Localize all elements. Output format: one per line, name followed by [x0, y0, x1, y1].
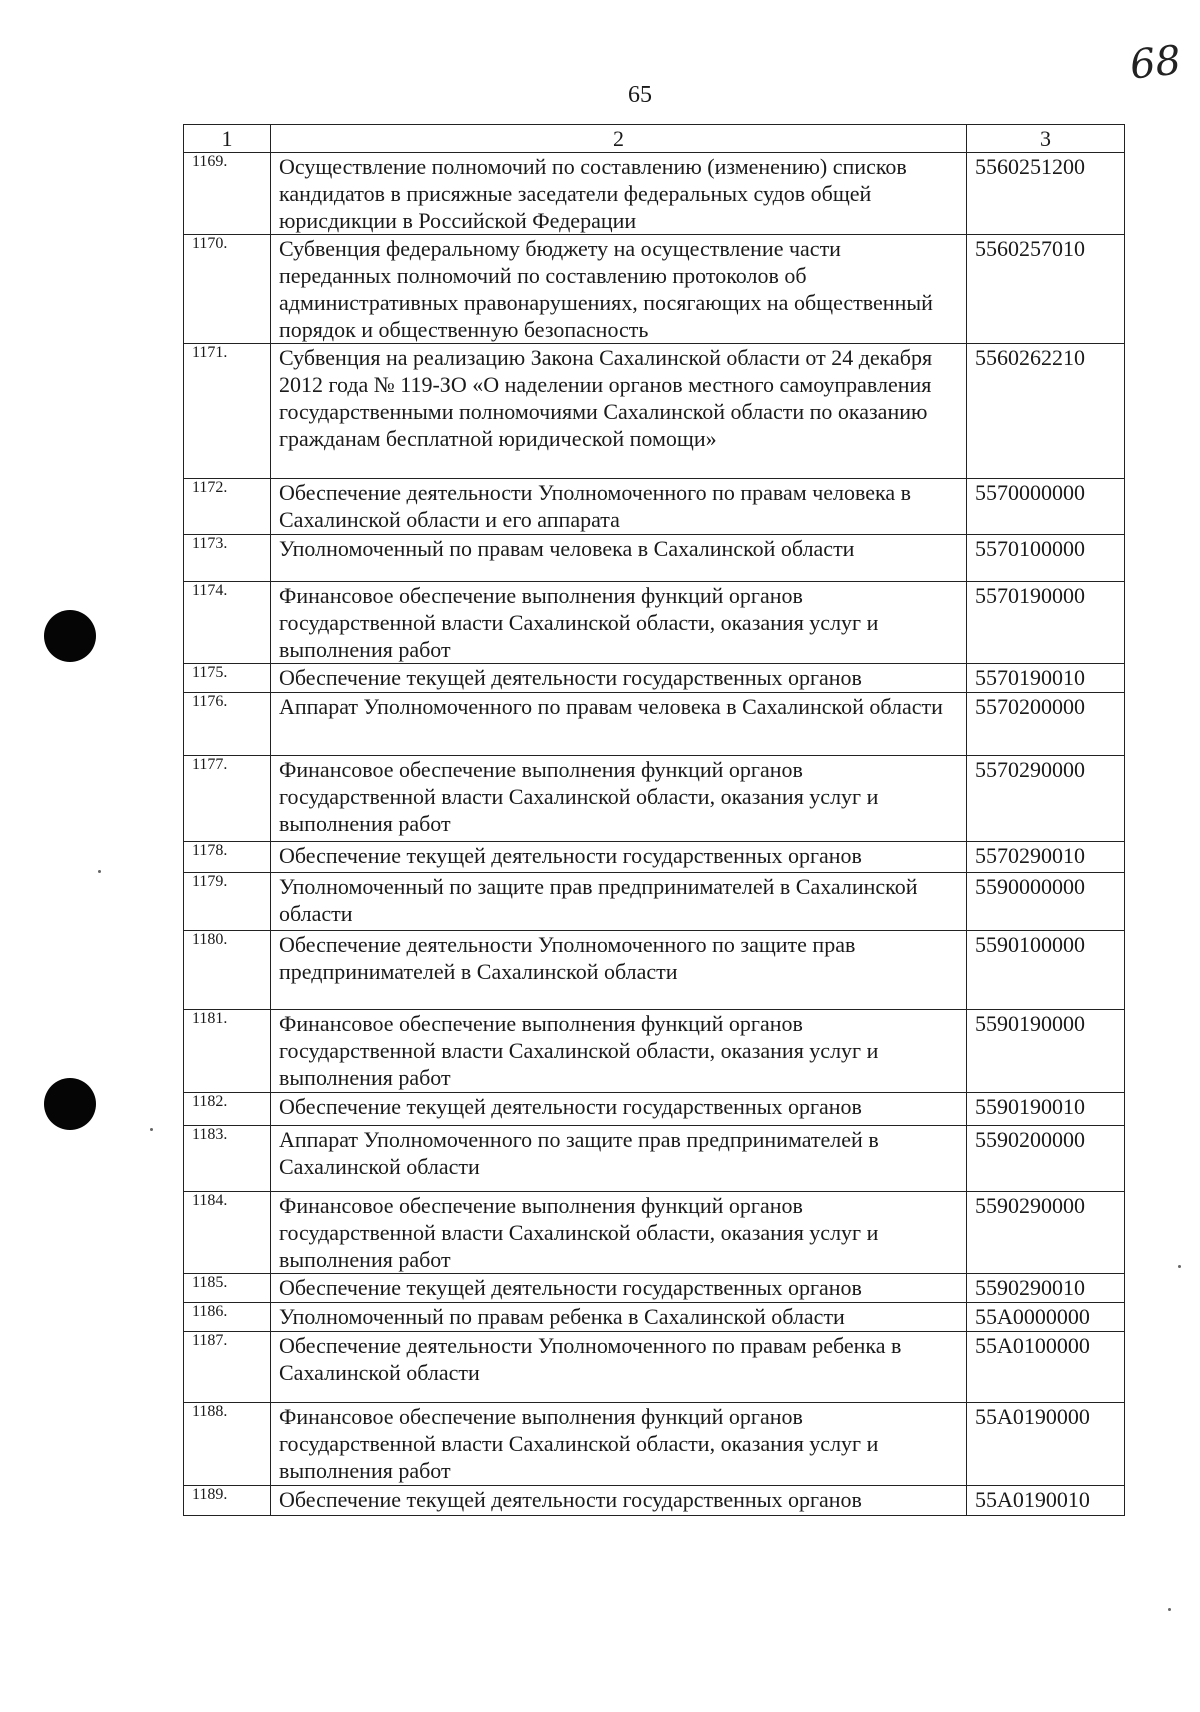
row-code: 55A0100000 [967, 1332, 1125, 1403]
table-row [184, 1332, 1125, 1403]
row-code: 55A0190010 [967, 1486, 1125, 1516]
row-description: Субвенция на реализацию Закона Сахалинской области от 24 декабря 2012 года № 119-ЗО «О наделении органов местного самоуправления государственными полномочиями Сахалинской области по оказанию гражданам бесплатной юридической помощи» [271, 344, 967, 479]
row-number: 1188. [184, 1403, 271, 1486]
row-code: 5560257010 [967, 235, 1125, 344]
row-number: 1187. [184, 1332, 271, 1403]
row-number: 1170. [184, 235, 271, 344]
row-number: 1186. [184, 1303, 271, 1332]
row-description: Обеспечение деятельности Уполномоченного по правам человека в Сахалинской области и его аппарата [271, 479, 967, 535]
row-code: 5570290000 [967, 756, 1125, 842]
classification-table [183, 124, 1125, 1516]
row-description: Финансовое обеспечение выполнения функций органов государственной власти Сахалинской области, оказания услуг и выполнения работ [271, 756, 967, 842]
page-number: 65 [628, 82, 652, 108]
row-description: Обеспечение деятельности Уполномоченного по правам ребенка в Сахалинской области [271, 1332, 967, 1403]
row-description: Обеспечение деятельности Уполномоченного по защите прав предпринимателей в Сахалинской области [271, 931, 967, 1010]
punch-hole [44, 1078, 96, 1130]
table-row [184, 535, 1125, 582]
row-description: Уполномоченный по правам ребенка в Сахалинской области [271, 1303, 967, 1332]
row-code: 5570190000 [967, 582, 1125, 664]
table-row [184, 1126, 1125, 1192]
table-row [184, 693, 1125, 756]
row-number: 1184. [184, 1192, 271, 1274]
row-description: Финансовое обеспечение выполнения функций органов государственной власти Сахалинской области, оказания услуг и выполнения работ [271, 582, 967, 664]
table-row [184, 1192, 1125, 1274]
row-description: Уполномоченный по правам человека в Сахалинской области [271, 535, 967, 582]
row-code: 5570100000 [967, 535, 1125, 582]
row-description: Обеспечение текущей деятельности государственных органов [271, 664, 967, 693]
row-description: Субвенция федеральному бюджету на осуществление части переданных полномочий по составлению протоколов об административных правонарушениях, посягающих на общественный порядок и общественную безопасность [271, 235, 967, 344]
table-row [184, 664, 1125, 693]
row-description: Обеспечение текущей деятельности государственных органов [271, 1274, 967, 1303]
row-code: 5590190010 [967, 1093, 1125, 1126]
row-description: Уполномоченный по защите прав предпринимателей в Сахалинской области [271, 873, 967, 931]
row-code: 5590290000 [967, 1192, 1125, 1274]
row-description: Финансовое обеспечение выполнения функций органов государственной власти Сахалинской области, оказания услуг и выполнения работ [271, 1403, 967, 1486]
row-description: Обеспечение текущей деятельности государственных органов [271, 842, 967, 873]
row-number: 1182. [184, 1093, 271, 1126]
table-row [184, 873, 1125, 931]
handwritten-page-mark: 68 [1127, 37, 1184, 89]
table-row [184, 1093, 1125, 1126]
row-code: 5560262210 [967, 344, 1125, 479]
table-row [184, 931, 1125, 1010]
table-row [184, 344, 1125, 479]
row-code: 5560251200 [967, 153, 1125, 235]
table-row [184, 479, 1125, 535]
row-code: 5590000000 [967, 873, 1125, 931]
row-description: Аппарат Уполномоченного по правам человека в Сахалинской области [271, 693, 967, 756]
row-code: 5570190010 [967, 664, 1125, 693]
table-row [184, 1010, 1125, 1093]
table-row [184, 842, 1125, 873]
table-row [184, 1274, 1125, 1303]
row-code: 5590290010 [967, 1274, 1125, 1303]
row-number: 1179. [184, 873, 271, 931]
row-description: Аппарат Уполномоченного по защите прав предпринимателей в Сахалинской области [271, 1126, 967, 1192]
row-number: 1174. [184, 582, 271, 664]
scan-speck [1178, 1265, 1181, 1268]
row-code: 55A0000000 [967, 1303, 1125, 1332]
row-number: 1177. [184, 756, 271, 842]
table-row [184, 582, 1125, 664]
row-code: 5590100000 [967, 931, 1125, 1010]
table-header-row [184, 125, 1125, 153]
scan-speck [150, 1128, 153, 1131]
table-row [184, 1486, 1125, 1516]
table-row [184, 1303, 1125, 1332]
row-number: 1189. [184, 1486, 271, 1516]
column-header-number: 1 [184, 125, 271, 153]
row-number: 1185. [184, 1274, 271, 1303]
row-number: 1171. [184, 344, 271, 479]
column-header-code: 3 [967, 125, 1125, 153]
row-number: 1173. [184, 535, 271, 582]
table-row [184, 1403, 1125, 1486]
row-description: Финансовое обеспечение выполнения функций органов государственной власти Сахалинской области, оказания услуг и выполнения работ [271, 1192, 967, 1274]
column-header-name: 2 [271, 125, 967, 153]
row-number: 1169. [184, 153, 271, 235]
row-number: 1172. [184, 479, 271, 535]
row-number: 1178. [184, 842, 271, 873]
row-code: 55A0190000 [967, 1403, 1125, 1486]
row-number: 1176. [184, 693, 271, 756]
scan-speck [1168, 1608, 1171, 1611]
row-number: 1175. [184, 664, 271, 693]
row-description: Обеспечение текущей деятельности государственных органов [271, 1093, 967, 1126]
table-row [184, 153, 1125, 235]
punch-hole [44, 610, 96, 662]
row-code: 5590200000 [967, 1126, 1125, 1192]
row-description: Обеспечение текущей деятельности государственных органов [271, 1486, 967, 1516]
row-number: 1183. [184, 1126, 271, 1192]
row-number: 1181. [184, 1010, 271, 1093]
table-row [184, 235, 1125, 344]
table-row [184, 756, 1125, 842]
row-code: 5570200000 [967, 693, 1125, 756]
row-description: Финансовое обеспечение выполнения функций органов государственной власти Сахалинской области, оказания услуг и выполнения работ [271, 1010, 967, 1093]
row-code: 5570290010 [967, 842, 1125, 873]
row-code: 5590190000 [967, 1010, 1125, 1093]
row-description: Осуществление полномочий по составлению (изменению) списков кандидатов в присяжные заседатели федеральных судов общей юрисдикции в Российской Федерации [271, 153, 967, 235]
scan-speck [98, 870, 101, 873]
row-code: 5570000000 [967, 479, 1125, 535]
row-number: 1180. [184, 931, 271, 1010]
